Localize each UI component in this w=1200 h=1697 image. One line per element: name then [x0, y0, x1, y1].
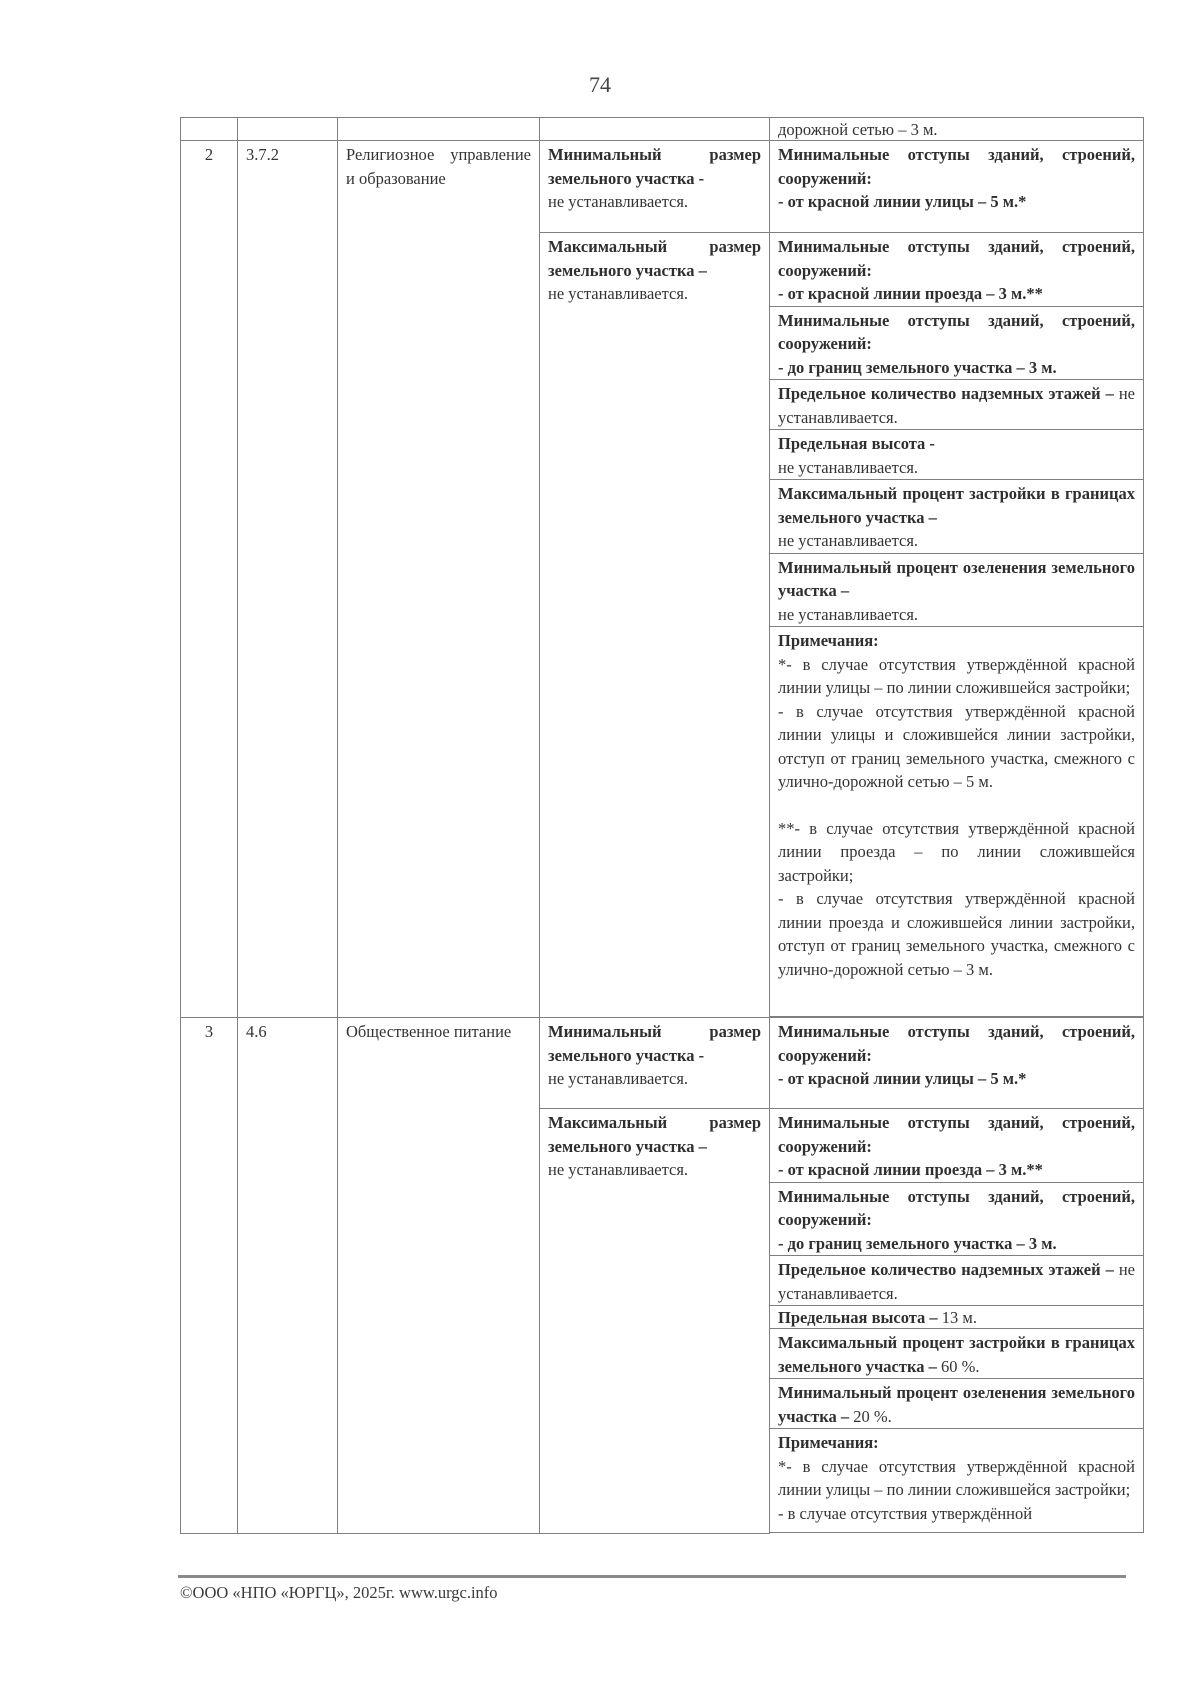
use-name: Общественное питание — [338, 1018, 540, 1534]
max-size-value: не устанавливается. — [548, 284, 689, 303]
param-title: Минимальные отступы зданий, строений, сооружений: — [778, 145, 1135, 188]
footer-divider — [178, 1575, 1126, 1578]
min-size-cell — [540, 1018, 770, 1109]
note-item: - в случае отсутствия утверждённой красной линии улицы и сложившейся линии застройки, отступ от границ земельного участка, смежного с улично-дорожной сетью – 5 м. — [778, 701, 1135, 791]
param-value: не устанавливается. — [778, 1260, 1135, 1303]
cell-num — [181, 118, 238, 141]
param-line: - от красной линии проезда – 3 м.** — [778, 1160, 1043, 1179]
param-line: - от красной линии улицы – 5 м.* — [778, 1069, 1027, 1088]
min-size-cell — [540, 141, 770, 233]
param-setback-street — [770, 141, 1144, 233]
cell-code — [238, 118, 338, 141]
min-size-title: Минимальный размер земельного участка - — [548, 145, 761, 188]
table-row — [181, 1018, 1144, 1109]
param-height — [770, 1306, 1144, 1329]
note-item: **- в случае отсутствия утверждённой красной линии проезда – по линии сложившейся застройки; — [778, 818, 1135, 885]
param-title: Предельное количество надземных этажей – — [778, 384, 1114, 403]
footer-copyright: ©ООО «НПО «ЮРГЦ», 2025г. www.urgc.info — [180, 1583, 498, 1602]
param-title: Минимальные отступы зданий, строений, сооружений: — [778, 1113, 1135, 1156]
param-title: Максимальный процент застройки в границах земельного участка – — [778, 1333, 1135, 1376]
param-value: 20 %. — [853, 1406, 892, 1426]
notes-cell — [770, 627, 1144, 1017]
param-setback-boundary — [770, 1182, 1144, 1256]
notes-title: Примечания: — [778, 631, 879, 650]
param-line: - от красной линии проезда – 3 м.** — [778, 284, 1043, 303]
min-size-value: не устанавливается. — [548, 1069, 689, 1088]
param-floors — [770, 380, 1144, 430]
regulations-table — [180, 117, 1144, 1534]
row-number: 3 — [181, 1018, 238, 1534]
param-max-coverage — [770, 480, 1144, 554]
param-value: не устанавливается. — [778, 384, 1135, 427]
param-title: Минимальные отступы зданий, строений, сооружений: — [778, 310, 1135, 353]
use-name: Религиозное управление и образование — [338, 141, 540, 1018]
param-setback-passage — [770, 1109, 1144, 1183]
param-title: Минимальные отступы зданий, строений, сооружений: — [778, 237, 1135, 280]
param-setback-passage — [770, 233, 1144, 307]
param-line: - до границ земельного участка – 3 м. — [778, 1233, 1057, 1253]
use-code: 3.7.2 — [238, 141, 338, 1018]
max-size-cell — [540, 233, 770, 1018]
param-line: - до границ земельного участка – 3 м. — [778, 357, 1057, 377]
param-height — [770, 430, 1144, 480]
note-item: - в случае отсутствия утверждённой красной линии проезда и сложившейся линии застройки, отступ от границ земельного участка, смежного с улично-дорожной сетью – 3 м. — [778, 889, 1135, 979]
param-line: - от красной линии улицы – 5 м.* — [778, 192, 1027, 211]
max-size-cell — [540, 1109, 770, 1534]
cell-size — [540, 118, 770, 141]
param-floors — [770, 1256, 1144, 1306]
param-setback-street — [770, 1018, 1144, 1109]
cell-continued: дорожной сетью – 3 м. — [770, 118, 1144, 141]
param-max-coverage — [770, 1329, 1144, 1379]
param-title: Максимальный процент застройки в границах земельного участка – — [778, 484, 1135, 527]
param-value: не устанавливается. — [778, 457, 919, 477]
notes-title: Примечания: — [778, 1433, 879, 1452]
max-size-title: Максимальный размер земельного участка – — [548, 1113, 761, 1156]
max-size-title: Максимальный размер земельного участка – — [548, 237, 761, 280]
param-setback-boundary — [770, 306, 1144, 380]
use-code: 4.6 — [238, 1018, 338, 1534]
param-title: Предельное количество надземных этажей – — [778, 1260, 1114, 1279]
note-item: *- в случае отсутствия утверждённой красной линии улицы – по линии сложившейся застройки; — [778, 654, 1135, 697]
min-size-value: не устанавливается. — [548, 192, 689, 211]
param-min-greenery — [770, 553, 1144, 627]
param-title: Минимальный процент озеленения земельного участка – — [778, 1383, 1135, 1426]
param-title: Предельная высота – — [778, 1308, 938, 1327]
table-row — [181, 141, 1144, 233]
note-item: - в случае отсутствия утверждённой — [778, 1503, 1033, 1523]
note-item: *- в случае отсутствия утверждённой красной линии улицы – по линии сложившейся застройки; — [778, 1456, 1135, 1499]
param-value: 13 м. — [941, 1308, 977, 1327]
notes-cell — [770, 1429, 1144, 1533]
param-value: 60 %. — [940, 1356, 980, 1376]
row-number: 2 — [181, 141, 238, 1018]
table-row-continued — [181, 118, 1144, 141]
param-title: Минимальные отступы зданий, строений, сооружений: — [778, 1186, 1135, 1229]
max-size-value: не устанавливается. — [548, 1160, 689, 1179]
param-value: не устанавливается. — [778, 531, 919, 550]
param-title: Минимальный процент озеленения земельного участка – — [778, 557, 1135, 600]
param-title: Минимальные отступы зданий, строений, сооружений: — [778, 1022, 1135, 1065]
min-size-title: Минимальный размер земельного участка - — [548, 1022, 761, 1065]
param-min-greenery — [770, 1379, 1144, 1429]
cell-name — [338, 118, 540, 141]
param-value: не устанавливается. — [778, 604, 919, 624]
param-title: Предельная высота - — [778, 434, 935, 453]
page-number: 74 — [589, 72, 611, 97]
